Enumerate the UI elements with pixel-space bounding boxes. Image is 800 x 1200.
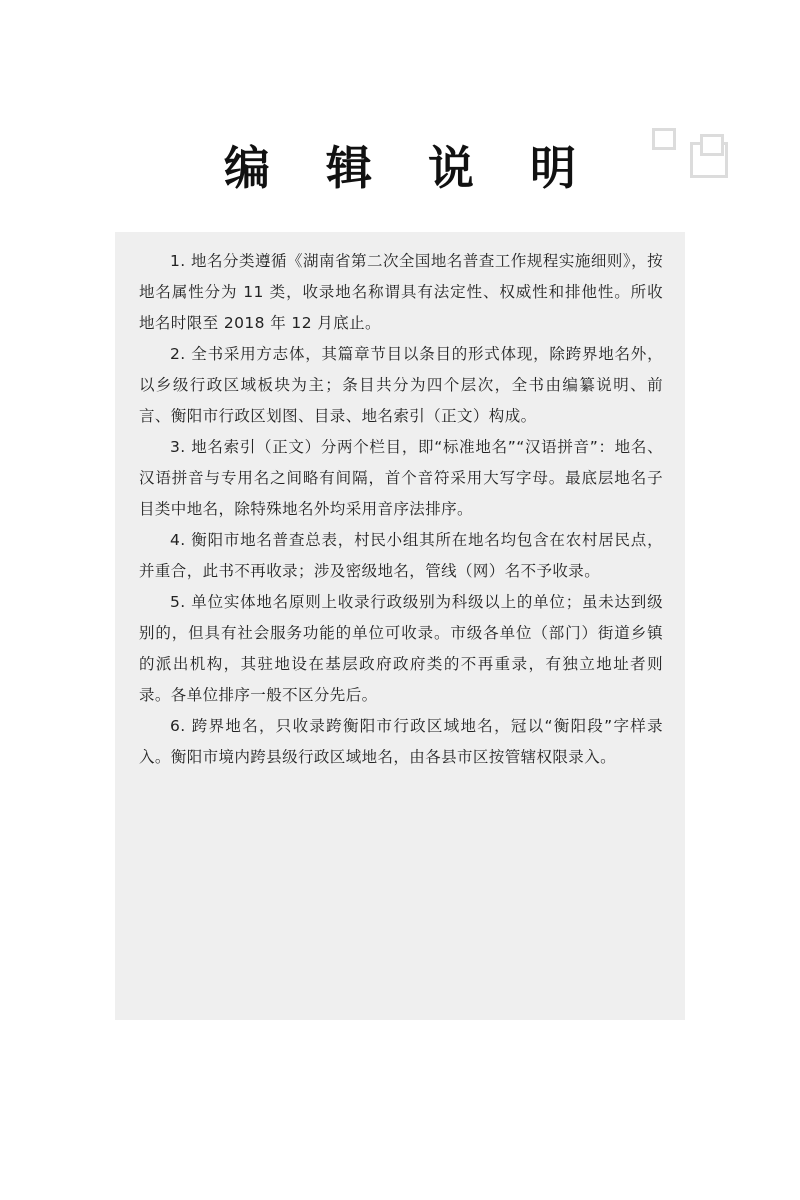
paragraph-3: 3. 地名索引（正文）分两个栏目，即“标准地名”“汉语拼音”：地名、汉语拼音与专用名之间略有间隔，首个音符采用大写字母。最底层地名子目类中地名，除特殊地名外均采用音序法排序。: [139, 438, 663, 518]
paragraph-1: 1. 地名分类遵循《湖南省第二次全国地名普查工作规程实施细则》，按地名属性分为 11 类，收录地名称谓具有法定性、权威性和排他性。所收地名时限至 2018 年 12 月底止。: [139, 252, 663, 332]
content-panel: [115, 232, 685, 1020]
paragraph-2: 2. 全书采用方志体，其篇章节目以条目的形式体现，除跨界地名外，以乡级行政区域板块为主；条目共分为四个层次，全书由编纂说明、前言、衡阳市行政区划图、目录、地名索引（正文）构成。: [139, 345, 663, 425]
paragraph-6: 6. 跨界地名，只收录跨衡阳市行政区域地名，冠以“衡阳段”字样录入。衡阳市境内跨县级行政区域地名，由各县市区按管辖权限录入。: [139, 717, 663, 766]
decorative-square-small: [652, 128, 676, 150]
page-title: 编 辑 说 明: [223, 141, 597, 195]
paragraph-5: 5. 单位实体地名原则上收录行政级别为科级以上的单位；虽未达到级别的，但具有社会服务功能的单位可收录。市级各单位（部门）街道乡镇的派出机构，其驻地设在基层政府政府类的不再重录，有独立地址者则录。各单位排序一般不区分先后。: [139, 593, 663, 704]
paragraph-4: 4. 衡阳市地名普查总表，村民小组其所在地名均包含在农村居民点，并重合，此书不再收录；涉及密级地名，管线（网）名不予收录。: [139, 531, 663, 580]
decorative-square-overlap: [700, 134, 724, 156]
decorative-squares: [652, 128, 737, 188]
